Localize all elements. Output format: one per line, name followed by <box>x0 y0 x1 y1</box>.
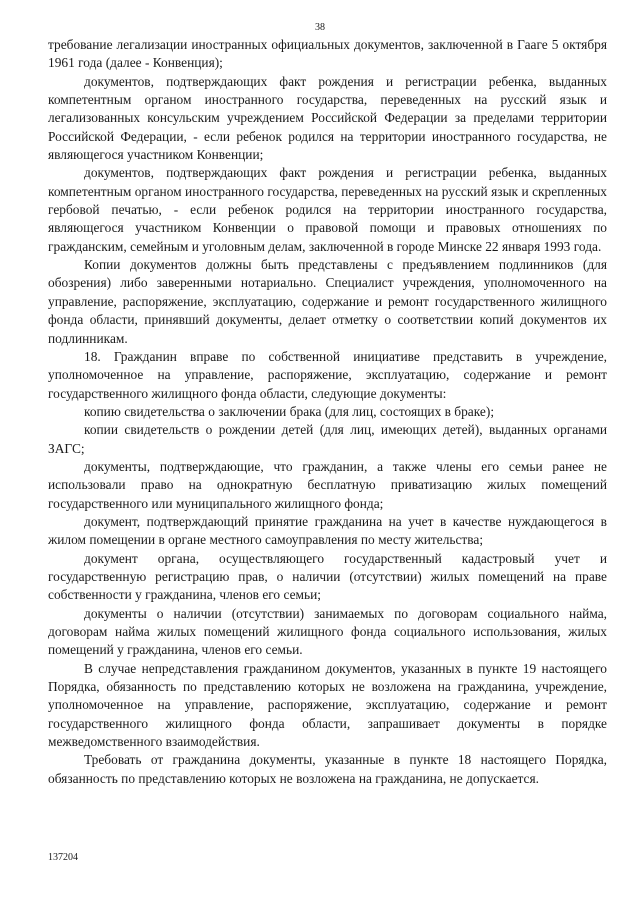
paragraph-1: требование легализации иностранных официальных документов, заключенной в Гааге 5 октября 1961 года (далее - Конвенция); <box>48 37 607 71</box>
paragraph-9: документ, подтверждающий принятие гражданина на учет в качестве нуждающегося в жилом помещении в органе местного самоуправления по месту жительства; <box>48 513 607 548</box>
paragraph-2: документов, подтверждающих факт рождения и регистрации ребенка, выданных компетентным органом иностранного государства, переведенных на русский язык и легализованных консульским учреждением Российской Федерации за пределами территории Российской Федерации, - если ребенок родился на территории иностранного государства, не являющегося участником Конвенции; <box>48 73 607 163</box>
paragraph-10: документ органа, осуществляющего государственный кадастровый учет и государственную регистрацию прав, о наличии (отсутствии) жилых помещений на праве собственности у гражданина, членов его семьи; <box>48 550 607 603</box>
paragraph-13: Требовать от гражданина документы, указанные в пункте 18 настоящего Порядка, обязанность по представлению которых не возложена на гражданина, не допускается. <box>48 752 607 786</box>
paragraph-6: копию свидетельства о заключении брака (для лиц, состоящих в браке); <box>84 403 495 419</box>
paragraph-12: В случае непредставления гражданином документов, указанных в пункте 19 настоящего Порядка, обязанность по представлению которых не возложена на гражданина, учреждение, уполномоченное на управление, распоряжение, эксплуатацию, содержание и ремонт государственного жилищного фонда области, запрашивает документы в порядке межведомственного взаимодействия. <box>48 660 607 750</box>
paragraph-4: Копии документов должны быть представлены с предъявлением подлинников (для обозрения) либо заверенными нотариально. Специалист учреждения, уполномоченного на управление, распоряжение, эксплуатацию, содержание и ремонт государственного жилищного фонда области, принявший документы, делает отметку о соответствии копий документов их подлинникам. <box>48 257 607 346</box>
paragraph-7: копии свидетельств о рождении детей (для лиц, имеющих детей), выданных органами ЗАГС; <box>48 422 607 456</box>
page-number: 38 <box>315 22 325 33</box>
document-body <box>48 36 607 788</box>
paragraph-3: документов, подтверждающих факт рождения и регистрации ребенка, выданных компетентным органом иностранного государства, переведенных на русский язык и скрепленных гербовой печатью, - если ребенок родился на территории иностранного государства, являющегося участником Конвенции о правовой помощи и правовых отношениях по гражданским, семейным и уголовным делам, заключенной в городе Минске 22 января 1993 года. <box>48 165 607 254</box>
paragraph-11: документы о наличии (отсутствии) занимаемых по договорам социального найма, договорам найма жилых помещений жилищного фонда социального использования, жилых помещений у гражданина, членов его семьи. <box>48 605 607 658</box>
footer-document-code: 137204 <box>48 852 78 863</box>
paragraph-8: документы, подтверждающие, что гражданин, а также члены его семьи ранее не использовали право на однократную бесплатную приватизацию жилых помещений государственного или муниципального жилищного фонда; <box>48 458 607 511</box>
paragraph-5: 18. Гражданин вправе по собственной инициативе представить в учреждение, уполномоченное на управление, распоряжение, эксплуатацию, содержание и ремонт государственного жилищного фонда области, следующие документы: <box>48 348 607 401</box>
